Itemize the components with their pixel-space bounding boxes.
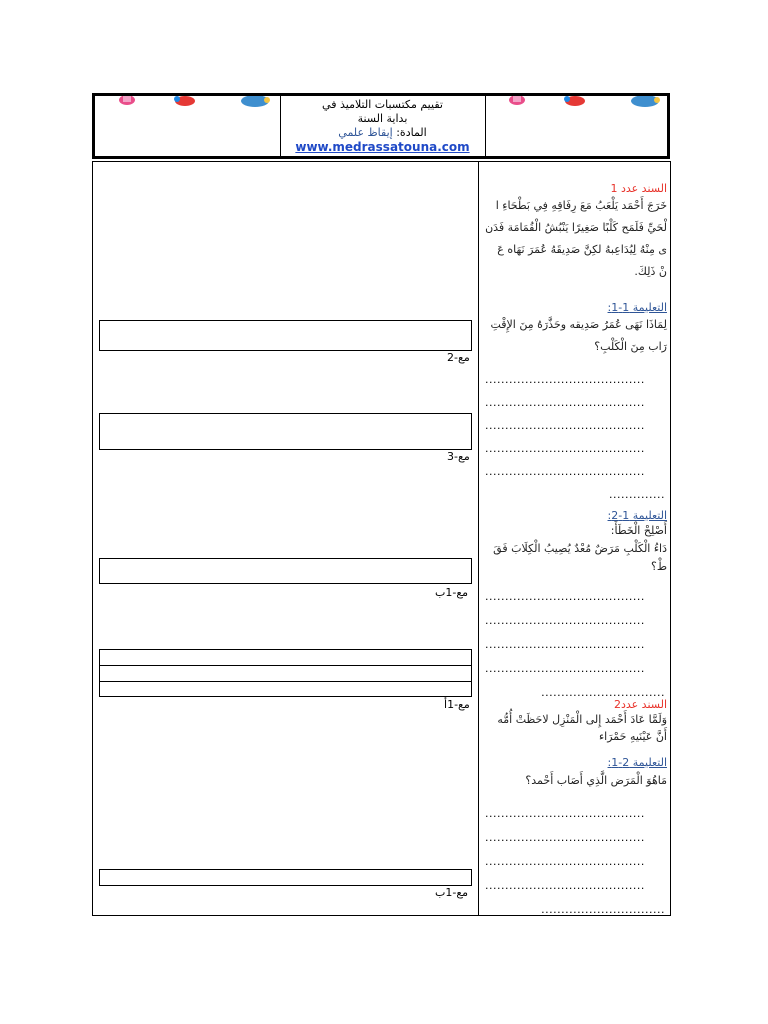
answer-line[interactable]: ........................................ [485, 638, 645, 651]
answer-line[interactable]: ........................................ [485, 807, 645, 820]
support1-line: لْحَيِّ فَلَمَح كَلْبًا صَغِيرًا يَنْبُشُ الْقُمَامَة فَدَن [485, 221, 667, 234]
header-title-line2: بداية السنة [357, 112, 408, 125]
instruction2-1-text: مَاهُوَ الْمَرَض الَّذِي أَصَاب أَحْمد؟ [525, 774, 667, 787]
header-left-cell [95, 96, 281, 156]
instruction1-1-title: التعليمة 1-1: [607, 301, 667, 314]
instruction1-1-block [483, 301, 667, 358]
answer-line[interactable]: ........................................ [485, 419, 645, 432]
criterion-code: مع-3 [447, 450, 470, 463]
score-box [99, 558, 472, 584]
answer-line[interactable]: ........................................ [485, 373, 645, 386]
instruction2-1-title: التعليمة 2-1: [607, 756, 667, 769]
support1-line: نْ ذَلِكَ. [634, 265, 667, 278]
criterion-code: مع-1أ [444, 698, 470, 711]
score-grid [99, 649, 472, 697]
answer-line[interactable]: ........................................ [485, 396, 645, 409]
criterion-code: مع-1ب [435, 886, 469, 899]
answer-lines-1 [485, 374, 665, 512]
instruction1-2-block [483, 509, 667, 576]
header-right-cell [485, 96, 667, 156]
answer-line[interactable]: ........................................ [485, 442, 645, 455]
instruction1-2-title: التعليمة 1-2: [607, 509, 667, 522]
instruction-line: لِمَاذَا نَهَى عُمَرُ صَدِيقه وحَذَّرَهُ مِنَ الإِقْتِ [490, 318, 667, 331]
website-link[interactable]: www.medrassatouna.com [295, 140, 470, 154]
instruction-line: دَاءُ الْكَلْبِ مَرَضٌ مُعْدٌ يُصِيبُ الْكِلَابَ فَقَ [493, 542, 667, 555]
instruction1-1-text [483, 314, 667, 358]
support2-line: أَنَّ عَيْنَيهِ حَمْرَاء [598, 730, 667, 743]
support2-text [483, 711, 667, 745]
score-box [99, 869, 472, 886]
criterion-code: مع-1ب [435, 586, 469, 599]
subject-value: إيقاظ علمي [338, 126, 393, 139]
criterion-code: مع-2 [447, 351, 470, 364]
grid-line [100, 665, 471, 666]
answer-line[interactable]: ............................... [541, 686, 665, 699]
answer-line[interactable]: ........................................ [485, 590, 645, 603]
answer-line[interactable]: ........................................ [485, 465, 645, 478]
header-title-line1: تقييم مكتسبات التلاميذ في [322, 98, 443, 111]
answer-lines-2 [485, 591, 665, 711]
column-divider [478, 162, 479, 915]
header-title-cell [280, 96, 486, 156]
answer-line[interactable]: ........................................ [485, 831, 645, 844]
instruction1-2-text [483, 522, 667, 576]
cartoon-kids-decoration-icon [505, 96, 665, 110]
support2-title: السند عدد2 [613, 698, 667, 711]
support2-block [483, 698, 667, 745]
subject-label: المادة: [396, 126, 427, 139]
instruction-line: أَصْلِحْ الْخَطَأَ: [610, 524, 667, 537]
support1-line: خَرَجَ أَحْمَد يَلْعَبُ مَعَ رِفَاقِهِ فِي بَطْحَاءِ ا [495, 199, 667, 212]
support1-title: السند عدد 1 [610, 182, 667, 195]
support1-text [483, 195, 667, 283]
score-box [99, 320, 472, 351]
answer-line[interactable]: ........................................ [485, 879, 645, 892]
support1-line: ى مِنْهُ لِيُدَاعِبهُ لكِنَّ صَدِيقَهُ عُمَرَ نَهَاه عَ [497, 243, 667, 256]
instruction2-1-block [483, 756, 667, 793]
answer-line[interactable]: ............................... [541, 903, 665, 916]
score-box [99, 413, 472, 450]
right-column [483, 182, 667, 283]
instruction-line: طْ؟ [650, 560, 667, 573]
header-table [92, 93, 670, 159]
cartoon-kids-decoration-icon [115, 96, 275, 110]
answer-line[interactable]: .............. [609, 488, 665, 501]
answer-line[interactable]: ........................................ [485, 614, 645, 627]
answer-lines-3 [485, 808, 665, 928]
answer-line[interactable]: ........................................ [485, 662, 645, 675]
instruction-line: رَاب مِنَ الْكَلْبِ؟ [594, 340, 667, 353]
exercise-table [92, 161, 671, 916]
answer-line[interactable]: ........................................ [485, 855, 645, 868]
grid-line [100, 681, 471, 682]
support2-line: وَلَمَّا عَادَ أَحْمَد إِلى الْمَنْزِل لاحَظَتْ أُمُّه [497, 713, 667, 726]
